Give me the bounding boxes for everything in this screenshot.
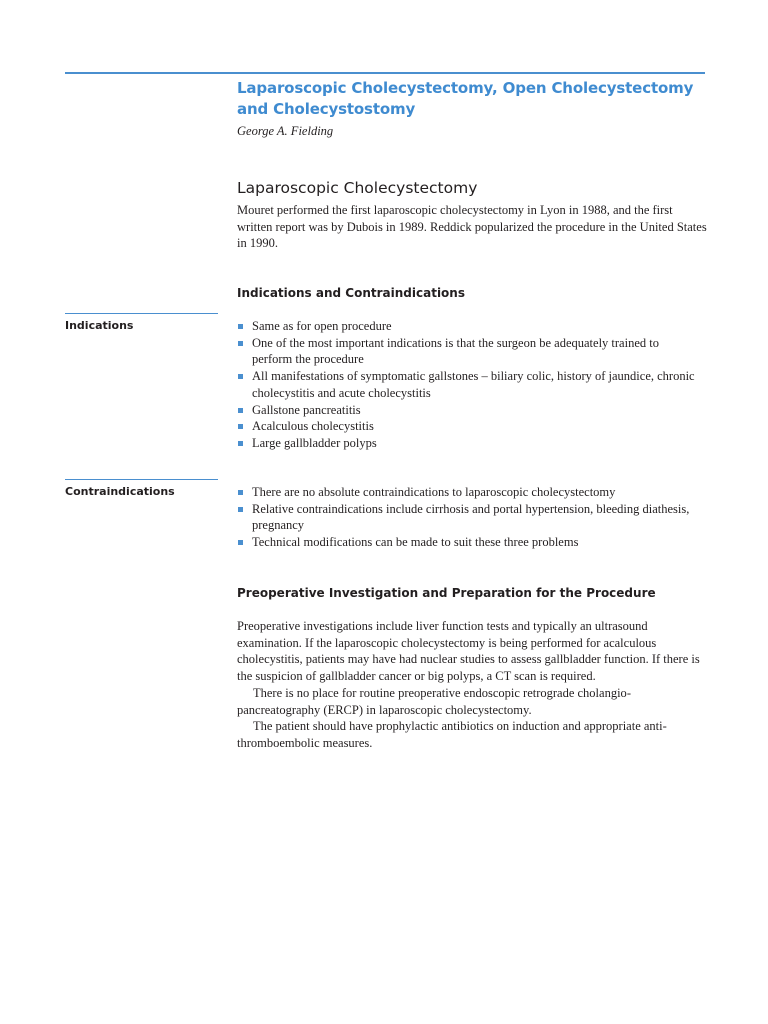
chapter-author: George A. Fielding [237, 124, 334, 138]
list-item: Large gallbladder polyps [237, 435, 697, 452]
section-intro: Mouret performed the first laparoscopic cholecystectomy in Lyon in 1988, and the first written report was by Dubois in 1989. Reddick popularized the procedure in the United States in 1990. [237, 203, 707, 250]
list-item: All manifestations of symptomatic gallstones – biliary colic, history of jaundice, chronic cholecystitis and acute cholecystitis [237, 368, 697, 401]
section-heading: Laparoscopic Cholecystectomy [237, 179, 478, 197]
chapter-title: Laparoscopic Cholecystectomy, Open Cholecystectomy and Cholecystostomy [237, 79, 694, 118]
bullet-square-icon [238, 341, 243, 346]
bullet-square-icon [238, 540, 243, 545]
contraindications-label: Contraindications [65, 485, 175, 498]
indications-label: Indications [65, 319, 134, 332]
bullet-square-icon [238, 507, 243, 512]
preop-body [237, 618, 707, 752]
indications-rule [65, 313, 218, 314]
list-item: Gallstone pancreatitis [237, 402, 697, 419]
bullet-square-icon [238, 374, 243, 379]
preop-paragraph: The patient should have prophylactic antibiotics on induction and appropriate anti-thromboembolic measures. [237, 719, 667, 750]
list-item: Same as for open procedure [237, 318, 697, 335]
bullet-square-icon [238, 324, 243, 329]
contraindications-list [237, 484, 697, 551]
contraindications-rule [65, 479, 218, 480]
preop-paragraph: Preoperative investigations include liver function tests and typically an ultrasound examination. If the laparoscopic cholecystectomy is being performed for acalculous cholecystitis, patients may have had nuclear studies to assess gallbladder function. If there is the suspicion of gallbladder cancer or big polyps, a CT scan is required. [237, 619, 700, 684]
preop-paragraph: There is no place for routine preoperative endoscopic retrograde cholangiopancreatography (ERCP) in laparoscopic cholecystectomy. [237, 685, 631, 717]
list-item: Relative contraindications include cirrhosis and portal hypertension, bleeding diathesis, pregnancy [237, 501, 697, 534]
bullet-square-icon [238, 408, 243, 413]
preop-heading: Preoperative Investigation and Preparation for the Procedure [237, 586, 656, 600]
indications-heading: Indications and Contraindications [237, 286, 465, 300]
bullet-square-icon [238, 441, 243, 446]
top-rule [65, 72, 705, 74]
bullet-square-icon [238, 490, 243, 495]
list-item: Acalculous cholecystitis [237, 418, 697, 435]
list-item: One of the most important indications is that the surgeon be adequately trained to perform the procedure [237, 335, 697, 368]
list-item: There are no absolute contraindications to laparoscopic cholecystectomy [237, 484, 697, 501]
list-item: Technical modifications can be made to suit these three problems [237, 534, 697, 551]
bullet-square-icon [238, 424, 243, 429]
indications-list [237, 318, 697, 452]
